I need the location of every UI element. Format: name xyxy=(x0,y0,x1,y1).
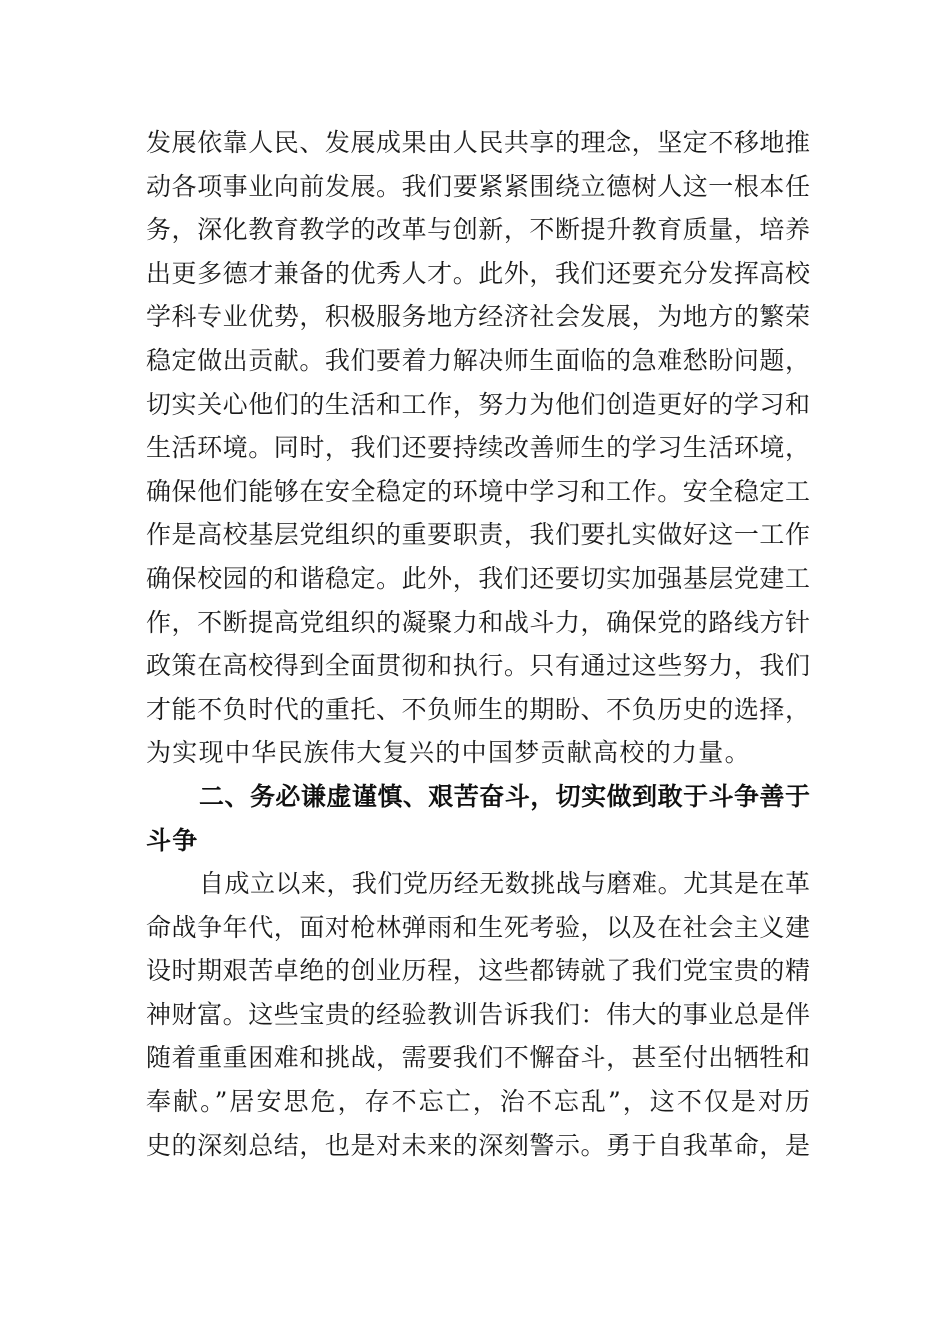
paragraph-line: 命战争年代，面对枪林弹雨和生死考验，以及在社会主义建 xyxy=(146,912,810,942)
section-heading xyxy=(146,775,810,862)
paragraph-line: 才能不负时代的重托、不负师生的期盼、不负历史的选择， xyxy=(146,694,810,724)
paragraph-line: 务，深化教育教学的改革与创新，不断提升教育质量，培养 xyxy=(146,215,810,245)
heading-line: 斗争 xyxy=(146,825,199,855)
body-paragraph xyxy=(146,862,810,1167)
paragraph-line: 为实现中华民族伟大复兴的中国梦贡献高校的力量。 xyxy=(146,738,751,768)
paragraph-line: 设时期艰苦卓绝的创业历程，这些都铸就了我们党宝贵的精 xyxy=(146,956,810,986)
paragraph-line: 奉献。”居安思危，存不忘亡，治不忘乱”，这不仅是对历 xyxy=(146,1087,810,1117)
paragraph-line: 切实关心他们的生活和工作，努力为他们创造更好的学习和 xyxy=(146,389,810,419)
paragraph-line: 作，不断提高党组织的凝聚力和战斗力，确保党的路线方针 xyxy=(146,607,810,637)
paragraph-line: 政策在高校得到全面贯彻和执行。只有通过这些努力，我们 xyxy=(146,651,810,681)
paragraph-line: 作是高校基层党组织的重要职责，我们要扎实做好这一工作 xyxy=(146,520,810,550)
heading-line: 二、务必谦虚谨慎、艰苦奋斗，切实做到敢于斗争善于 xyxy=(199,781,810,811)
paragraph-line: 出更多德才兼备的优秀人才。此外，我们还要充分发挥高校 xyxy=(146,258,810,288)
paragraph-line: 随着重重困难和挑战，需要我们不懈奋斗，甚至付出牺牲和 xyxy=(146,1043,810,1073)
document-body xyxy=(146,121,810,1167)
paragraph-line: 确保校园的和谐稳定。此外，我们还要切实加强基层党建工 xyxy=(146,563,810,593)
paragraph-line: 自成立以来，我们党历经无数挑战与磨难。尤其是在革 xyxy=(199,869,810,899)
paragraph-line: 动各项事业向前发展。我们要紧紧围绕立德树人这一根本任 xyxy=(146,171,810,201)
paragraph-line: 确保他们能够在安全稳定的环境中学习和工作。安全稳定工 xyxy=(146,476,810,506)
paragraph-line: 生活环境。同时，我们还要持续改善师生的学习生活环境， xyxy=(146,433,810,463)
paragraph-line: 学科专业优势，积极服务地方经济社会发展，为地方的繁荣 xyxy=(146,302,810,332)
paragraph-line: 神财富。这些宝贵的经验教训告诉我们：伟大的事业总是伴 xyxy=(146,999,810,1029)
paragraph-line: 发展依靠人民、发展成果由人民共享的理念，坚定不移地推 xyxy=(146,128,810,157)
paragraph-line: 稳定做出贡献。我们要着力解决师生面临的急难愁盼问题， xyxy=(146,345,810,375)
paragraph-line: 史的深刻总结，也是对未来的深刻警示。勇于自我革命，是 xyxy=(146,1130,810,1160)
body-paragraph xyxy=(146,121,810,775)
